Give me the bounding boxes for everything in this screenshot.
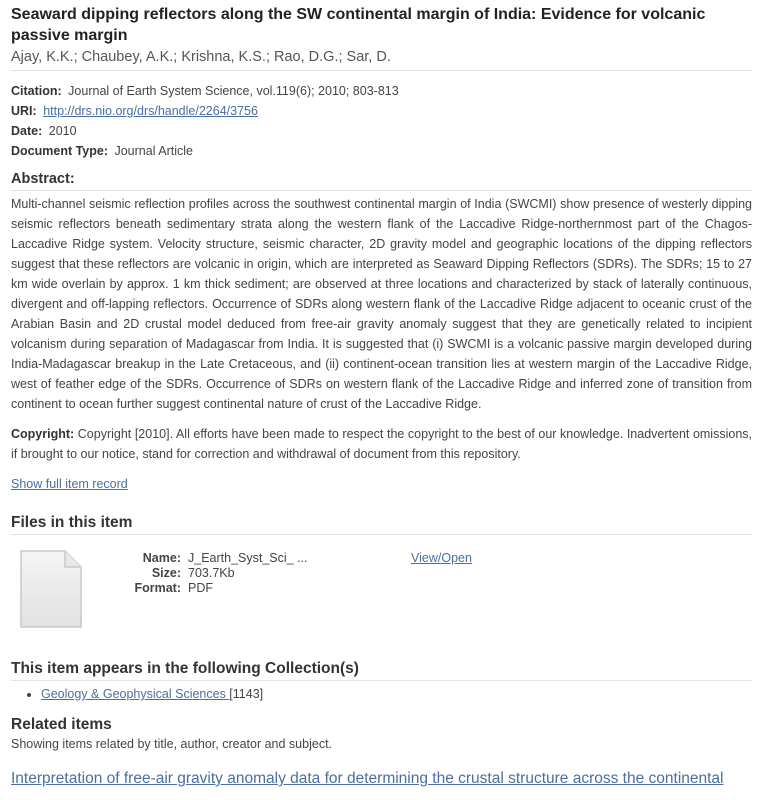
- doctype-label: Document Type:: [11, 144, 108, 158]
- citation-row: [11, 81, 752, 101]
- show-full-record: [11, 474, 752, 494]
- abstract-heading: Abstract:: [11, 170, 752, 191]
- date-row: [11, 121, 752, 141]
- copyright-label: Copyright:: [11, 427, 75, 441]
- item-metadata: [11, 81, 752, 161]
- abstract-text: Multi-channel seismic reflection profiles across the southwest continental margin of India (SWCMI) show presence of westerly dipping seismic reflectors beneath sedimentary strata along the western flank of the Laccadive Ridge-northernmost part of the Chagos-Laccadive Ridge system. Velocity structure, seismic character, 2D gravity model and geographic locations of the dipping reflectors suggest that these reflectors are volcanic in origin, which are interpreted as Seaward Dipping Reflectors (SDRs). The SDRs; 15 to 27 km wide overlain by approx. 1 km thick sediment; are observed at three locations and characterized by stack of laterally continuous, divergent and off-lapping reflectors. Occurrence of SDRs along western flank of the Laccadive Ridge adjacent to oceanic crust of the Arabian Basin and 2D crustal model deduced from free-air gravity anomaly suggest that they are genetically related to incipient volcanism during separation of Madagascar from India. It is suggested that (i) SWCMI is a volcanic passive margin developed during India-Madagascar breakup in the Late Cretaceous, and (ii) continent-ocean transition lies at western margin of the Laccadive Ridge, west of feather edge of the SDRs. Occurrence of SDRs on western flank of the Laccadive Ridge and inferred zone of transition from continent to ocean further suggest continental nature of crust of the Laccadive Ridge.: [11, 197, 752, 411]
- item-content: [11, 4, 752, 789]
- copyright-text: Copyright [2010]. All efforts have been made to respect the copyright to the best of our knowledge. Inadvertent omissions, if brought to our notice, stand for correction and withdrawal of document from this repository.: [11, 427, 752, 461]
- view-open-link[interactable]: View/Open: [411, 551, 472, 565]
- collections-list: [11, 685, 752, 703]
- file-format-row: [129, 581, 308, 596]
- item-title: Seaward dipping reflectors along the SW continental margin of India: Evidence for volcanic passive margin: [11, 6, 706, 44]
- collections-heading: This item appears in the following Collection(s): [11, 659, 752, 681]
- date-label: Date:: [11, 124, 43, 138]
- file-name-row: [129, 551, 308, 566]
- file-name-label: Name:: [142, 551, 181, 565]
- related-heading: Related items: [11, 716, 112, 733]
- file-name-value: J_Earth_Syst_Sci_ ...: [188, 551, 308, 565]
- related-item-link[interactable]: Interpretation of free-air gravity anomaly data for determining the crustal structure across the continental: [11, 770, 724, 787]
- view-open: [411, 551, 472, 566]
- copyright-block: [11, 424, 752, 464]
- uri-label: URI:: [11, 104, 37, 118]
- file-entry: [11, 535, 752, 645]
- uri-link[interactable]: http://drs.nio.org/drs/handle/2264/3756: [43, 104, 258, 118]
- file-document-icon[interactable]: [19, 549, 83, 629]
- file-format-value: PDF: [188, 581, 213, 595]
- uri-row: [11, 101, 752, 121]
- date-value: 2010: [48, 124, 77, 138]
- related-subtitle: Showing items related by title, author, creator and subject.: [11, 737, 333, 751]
- file-size-row: [129, 566, 308, 581]
- file-info: [129, 551, 308, 596]
- citation-value: Journal of Earth System Science, vol.119(6); 2010; 803-813: [68, 84, 399, 98]
- doctype-value: Journal Article: [114, 144, 193, 158]
- item-authors: Ajay, K.K.; Chaubey, A.K.; Krishna, K.S.; Rao, D.G.; Sar, D.: [11, 47, 752, 71]
- doctype-row: [11, 141, 752, 161]
- files-heading: Files in this item: [11, 513, 752, 535]
- file-size-label: Size:: [151, 566, 181, 580]
- collection-count: [1143]: [229, 687, 264, 701]
- file-format-label: Format:: [134, 581, 181, 595]
- show-full-record-link[interactable]: Show full item record: [11, 477, 128, 491]
- collection-link[interactable]: Geology & Geophysical Sciences: [41, 687, 230, 701]
- citation-label: Citation:: [11, 84, 62, 98]
- list-item: [41, 685, 752, 703]
- file-size-value: 703.7Kb: [188, 566, 235, 580]
